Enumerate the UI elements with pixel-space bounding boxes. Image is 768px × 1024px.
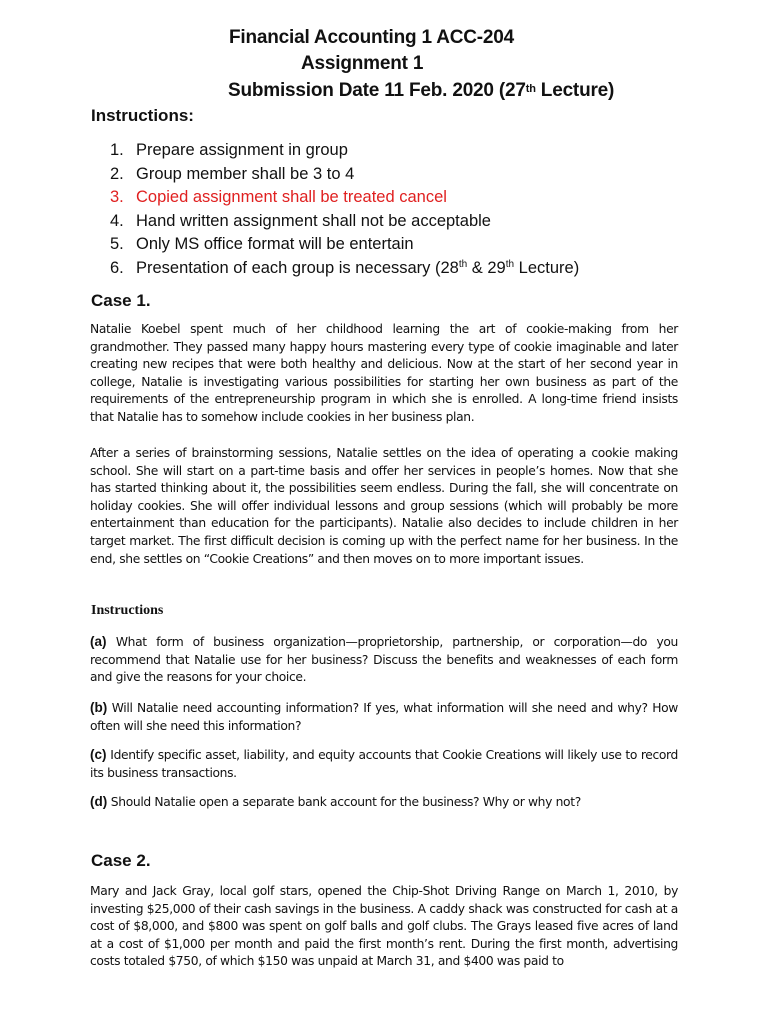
case1-heading: Case 1. — [91, 291, 151, 310]
instructions-list — [110, 139, 579, 280]
submission-date: Submission Date 11 Feb. 2020 (27th Lecture) — [228, 80, 615, 101]
list-item: 4. Hand written assignment shall not be acceptable — [110, 211, 491, 230]
list-item: 5. Only MS office format will be entertain — [110, 235, 414, 253]
case1-paragraph-2: After a series of brainstorming sessions, Natalie settles on the idea of operating a cookie making school. She will start on a part-time basis and offer her services in people’s homes. Now that she has started thinking about it, the possibilities seem endless. During the fall, she will concentrate on holiday cookies. She will offer individual lessons and group sessions (which will probably be more entertainment than education for the participants). Natalie also decides to include children in her target market. The first difficult decision is coming up with the perfect name for her business. In the end, she settles on “Cookie Creations” and then moves on to more important issues. — [90, 446, 678, 566]
question-a: (a) What form of business organization—proprietorship, partnership, or corporation—do you recommend that Natalie use for her business? Discuss the benefits and weaknesses of each form and give the reasons for your choice. — [90, 634, 678, 685]
question-d: (d) Should Natalie open a separate bank account for the business? Why or why not? — [90, 794, 581, 809]
case1-paragraph-1: Natalie Koebel spent much of her childhood learning the art of cookie-making from her grandmother. They passed many happy hours mastering every type of cookie imaginable and later creating new recipes that were both healthy and delicious. Now at the start of her second year in college, Natalie is investigating various possibilities for starting her own business as part of the requirements of the entrepreneurship program in which she is enrolled. A long-time friend insists that Natalie has to somehow include cookies in her business plan. — [90, 322, 678, 424]
list-item-warning: 3. Copied assignment shall be treated cancel — [110, 188, 447, 206]
case1-instructions-heading: Instructions — [91, 603, 164, 618]
assignment-title: Assignment 1 — [301, 53, 424, 74]
question-b: (b) Will Natalie need accounting information? If yes, what information will she need and why? How often will she need this information? — [90, 700, 678, 733]
question-c: (c) Identify specific asset, liability, and equity accounts that Cookie Creations will likely use to record its business transactions. — [90, 747, 678, 780]
instructions-heading: Instructions: — [91, 106, 194, 125]
case2-heading: Case 2. — [91, 851, 151, 870]
list-item: 2. Group member shall be 3 to 4 — [110, 164, 355, 183]
list-item: 1. Prepare assignment in group — [110, 141, 348, 159]
list-item: 6. Presentation of each group is necessary (28th & 29th Lecture) — [110, 258, 580, 277]
course-title: Financial Accounting 1 ACC-204 — [229, 27, 515, 48]
case2-paragraph: Mary and Jack Gray, local golf stars, opened the Chip-Shot Driving Range on March 1, 2010, by investing $25,000 of their cash savings in the business. A caddy shack was constructed for cash at a cost of $8,000, and $800 was spent on golf balls and golf clubs. The Grays leased five acres of land at a cost of $1,000 per month and paid the first month’s rent. During the first month, advertising costs totaled $750, of which $150 was unpaid at March 31, and $400 was paid to — [90, 884, 678, 969]
